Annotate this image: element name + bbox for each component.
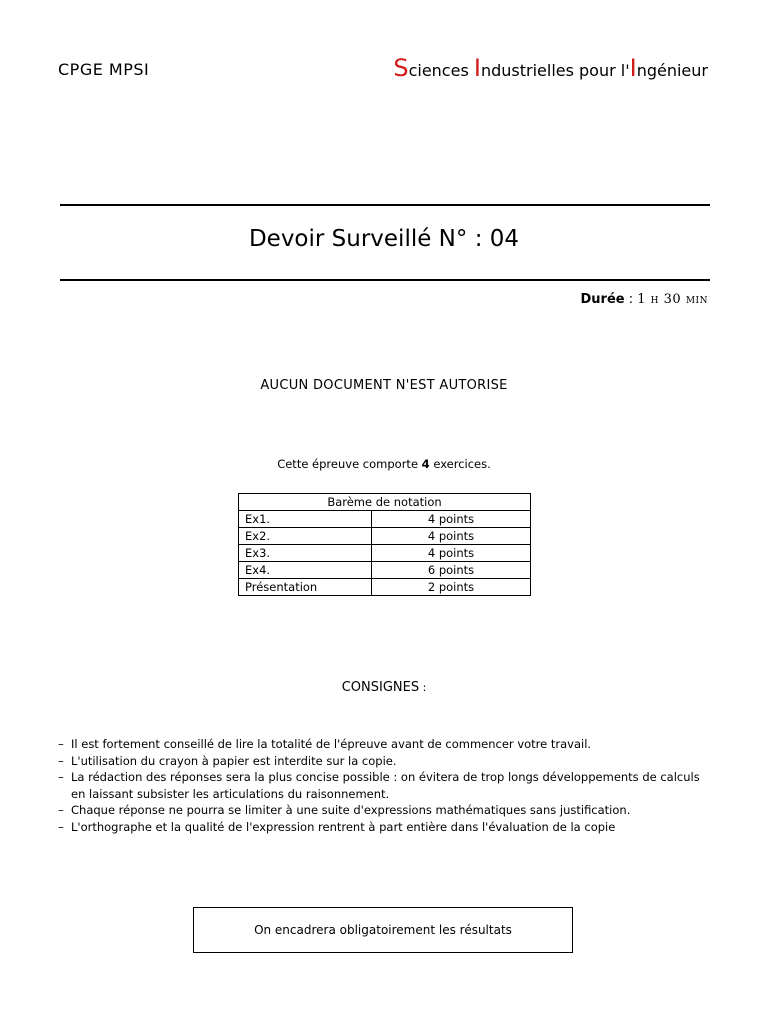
list-item: – L'orthographe et la qualité de l'expression rentrent à part entière dans l'évaluation de la copie	[58, 819, 710, 836]
exam-duration	[580, 292, 708, 307]
list-item: – L'utilisation du crayon à papier est interdite sur la copie.	[58, 753, 710, 770]
exercise-name: Présentation	[239, 579, 372, 596]
duration-hours-unit: h	[650, 292, 660, 307]
exercise-count-sentence	[0, 457, 768, 471]
table-row	[239, 545, 531, 562]
subject-initial-i1: I	[473, 54, 481, 82]
title-rule-top	[60, 204, 710, 206]
duration-hours: 1	[637, 292, 647, 307]
exercise-name: Ex1.	[239, 511, 372, 528]
instructions-heading-text: CONSIGNES	[341, 680, 420, 695]
subject-initial-s: S	[393, 54, 409, 82]
grading-table-header-row	[239, 494, 531, 511]
instructions-heading-colon: :	[419, 681, 427, 694]
intro-text-after: exercices.	[429, 457, 491, 471]
subject-title	[393, 54, 708, 82]
list-item: – Chaque réponse ne pourra se limiter à une suite d'expressions mathématiques sans justification.	[58, 802, 710, 819]
subject-word-1: ciences	[408, 61, 474, 80]
table-row	[239, 579, 531, 596]
grading-table-title: Barème de notation	[239, 494, 531, 511]
table-row	[239, 528, 531, 545]
instructions-list	[58, 736, 710, 835]
page-title: Devoir Surveillé N° : 04	[248, 226, 520, 252]
grading-table	[238, 493, 531, 596]
exercise-name: Ex2.	[239, 528, 372, 545]
subject-word-2: ndustrielles pour l'	[480, 61, 630, 80]
exercise-name: Ex4.	[239, 562, 372, 579]
no-document-notice: AUCUN DOCUMENT N'EST AUTORISE	[260, 378, 508, 393]
exercise-points: 4 points	[372, 528, 531, 545]
duration-separator: :	[624, 292, 638, 307]
table-row	[239, 511, 531, 528]
duration-label: Durée	[580, 292, 625, 307]
exercise-name: Ex3.	[239, 545, 372, 562]
title-rule-bottom	[60, 279, 710, 281]
exercise-points: 6 points	[372, 562, 531, 579]
duration-minutes: 30	[663, 292, 682, 307]
duration-minutes-unit: min	[685, 292, 708, 307]
list-item: – Il est fortement conseillé de lire la totalité de l'épreuve avant de commencer votre travail.	[58, 736, 710, 753]
results-boxing-notice: On encadrera obligatoirement les résultats	[193, 907, 573, 953]
intro-text-before: Cette épreuve comporte	[277, 457, 422, 471]
table-row	[239, 562, 531, 579]
exercise-points: 4 points	[372, 511, 531, 528]
subject-word-3: ngénieur	[636, 61, 708, 80]
list-item: – La rédaction des réponses sera la plus concise possible : on évitera de trop longs développements de calculs en laissant subsister les articulations du raisonnement.	[58, 769, 710, 802]
exercise-count: 4	[421, 457, 430, 471]
instructions-heading	[0, 680, 768, 695]
exercise-points: 4 points	[372, 545, 531, 562]
duration-value	[637, 292, 708, 307]
subject-initial-i2: I	[629, 54, 637, 82]
class-label: CPGE MPSI	[58, 60, 150, 79]
exercise-points: 2 points	[372, 579, 531, 596]
